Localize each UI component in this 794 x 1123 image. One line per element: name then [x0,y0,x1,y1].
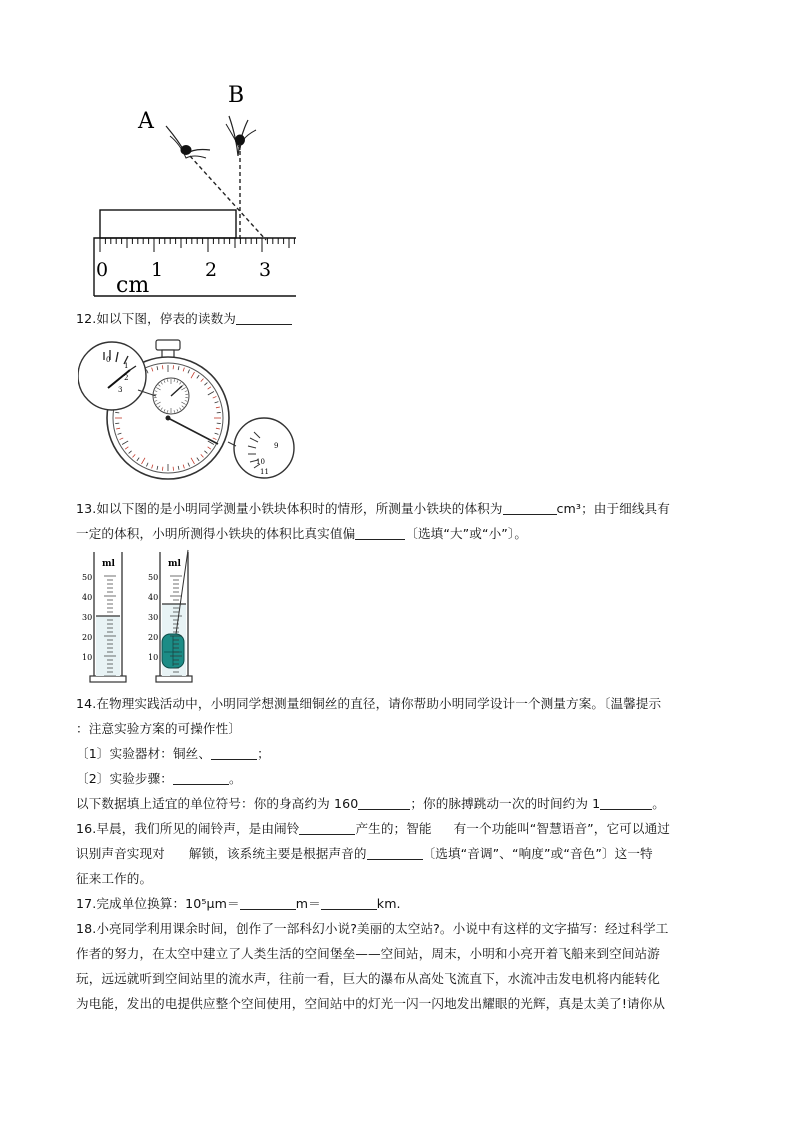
question-13 [76,496,720,546]
q12-text: 12.如以下图，停表的读数为 [76,311,236,326]
stopwatch-crown [156,340,180,350]
q18-line-3: 玩，远远就听到空间站里的流水声，往前一看，巨大的瀑布从高处飞流直下，水流冲击发电机将内能转化 [76,971,660,986]
cylinder-2-scale-20: 20 [148,633,159,642]
small-dial-label-2: 2 [124,374,129,382]
q14-item-2-end: 。 [228,771,242,786]
q14-line-1: 14.在物理实践活动中，小明同学想测量细铜丝的直径，请你帮助小明同学设计一个测量方案。〔温馨提示 [76,696,662,711]
q15-text-a: 以下数据填上适宜的单位符号：你的身高约为 160 [76,796,359,811]
q15-line [76,791,720,816]
cylinder-empty [82,552,126,682]
q14-item-1-text: 〔1〕实验器材：铜丝、 [76,746,212,761]
q16-text-1b: 产生的；智能 [355,821,432,836]
q14-item-2-text: 〔2〕实验步骤： [76,771,173,786]
q14-equipment-blank[interactable] [211,745,257,760]
q13-line-2 [76,521,720,546]
ruler-tick-3: 3 [259,259,272,281]
cylinder-2-unit: ml [168,559,181,569]
q13-text-1a: 13.如以下图的是小明同学测量小铁块体积时的情形，所测量小铁块的体积为 [76,501,503,516]
small-dial-label-3: 3 [118,386,123,394]
q17-km-blank[interactable] [321,895,377,910]
eye-label-b: B [228,83,245,108]
stopwatch-figure [78,338,300,486]
ruler-figure [90,78,302,300]
q14-item-1 [76,741,720,766]
small-dial-label-1: 1 [124,362,129,370]
q16-text-1a: 16.早晨，我们所见的闹铃声，是由闹铃 [76,821,300,836]
q14-line-2: ：注意实验方案的可操作性〕 [76,721,242,736]
eye-a [166,126,210,158]
cylinder-1-scale-30: 30 [82,613,93,622]
q13-line-1 [76,496,720,521]
q16-text-2b: 解锁，该系统主要是根据声音的 [188,846,367,861]
ruler-unit: cm [116,273,150,298]
big-dial-label-10: 10 [256,458,265,466]
ruler-tick-2: 2 [205,259,218,281]
q13-bias-blank[interactable] [355,525,405,540]
q16-text-2c: 〔选填“音调”、“响度”或“音色”〕这一特 [422,846,653,861]
q13-text-2b: 〔选填“大”或“小”〕。 [405,526,528,541]
q13-volume-blank[interactable] [503,500,557,515]
cylinders-figure [80,548,200,688]
q18-line-4: 为电能，发出的电提供应整个空间使用，空间站中的灯光一闪一闪地发出耀眼的光辉，真是太美了!请你从 [76,996,666,1011]
q14-steps-blank[interactable] [173,770,229,785]
cylinder-2-scale-30: 30 [148,613,159,622]
q12-answer-blank[interactable] [236,310,292,325]
cylinder-1-scale-20: 20 [82,633,93,642]
q15-height-unit-blank[interactable] [358,795,410,810]
q16-line-2 [76,841,720,866]
q18-line-1: 18.小亮同学利用课余时间，创作了一部科幻小说?美丽的太空站?。小说中有这样的文字描写：经过科学工 [76,921,669,936]
cylinder-1-scale-10: 10 [82,653,93,662]
q17-text-c: km. [376,896,401,911]
q13-text-1b: cm³；由于细线具有 [556,501,670,516]
q17-line [76,891,720,916]
q17-text-a: 17.完成单位换算：10⁵μm＝ [76,896,240,911]
q16-line-1 [76,816,720,841]
cylinder-2-scale-10: 10 [148,653,159,662]
q15-text-c: 。 [652,796,665,811]
small-dial-label-0: 0 [106,356,111,364]
cylinder-2-scale-50: 50 [148,573,159,582]
big-dial-label-11: 11 [260,468,269,476]
cylinder-2-scale-40: 40 [148,593,159,602]
q15-pulse-unit-blank[interactable] [600,795,652,810]
measured-block [100,210,236,238]
ruler-tick-1: 1 [151,259,164,281]
cylinder-1-unit: ml [102,559,115,569]
cylinder-1-scale-40: 40 [82,593,93,602]
q15-text-b: ；你的脉搏跳动一次的时间约为 1 [410,796,601,811]
q13-text-2a: 一定的体积，小明所测得小铁块的体积比真实值偏 [76,526,356,541]
q18-line-2: 作者的努力，在太空中建立了人类生活的空间堡垒——空间站，周末，小明和小亮开着飞船来到空间站游 [76,946,660,961]
eye-label-a: A [138,109,154,134]
ruler-tick-0: 0 [96,259,109,281]
q16-text-2a: 识别声音实现对 [76,846,165,861]
cylinder-with-block [148,550,192,682]
q16-text-1c: 有一个功能叫“智慧语音”，它可以通过 [453,821,670,836]
eye-b [226,116,256,156]
magnifier-left [78,342,146,410]
question-14 [76,691,720,1016]
cylinder-1-scale-50: 50 [82,573,93,582]
q16-property-blank[interactable] [367,845,423,860]
big-dial-label-9: 9 [274,442,279,450]
q16-line-3: 征来工作的。 [76,871,153,886]
q16-source-blank[interactable] [299,820,355,835]
q17-meters-blank[interactable] [240,895,296,910]
q14-item-1-end: ； [257,746,270,761]
question-12 [76,306,720,331]
q17-text-b: m＝ [295,896,321,911]
q14-item-2 [76,766,720,791]
